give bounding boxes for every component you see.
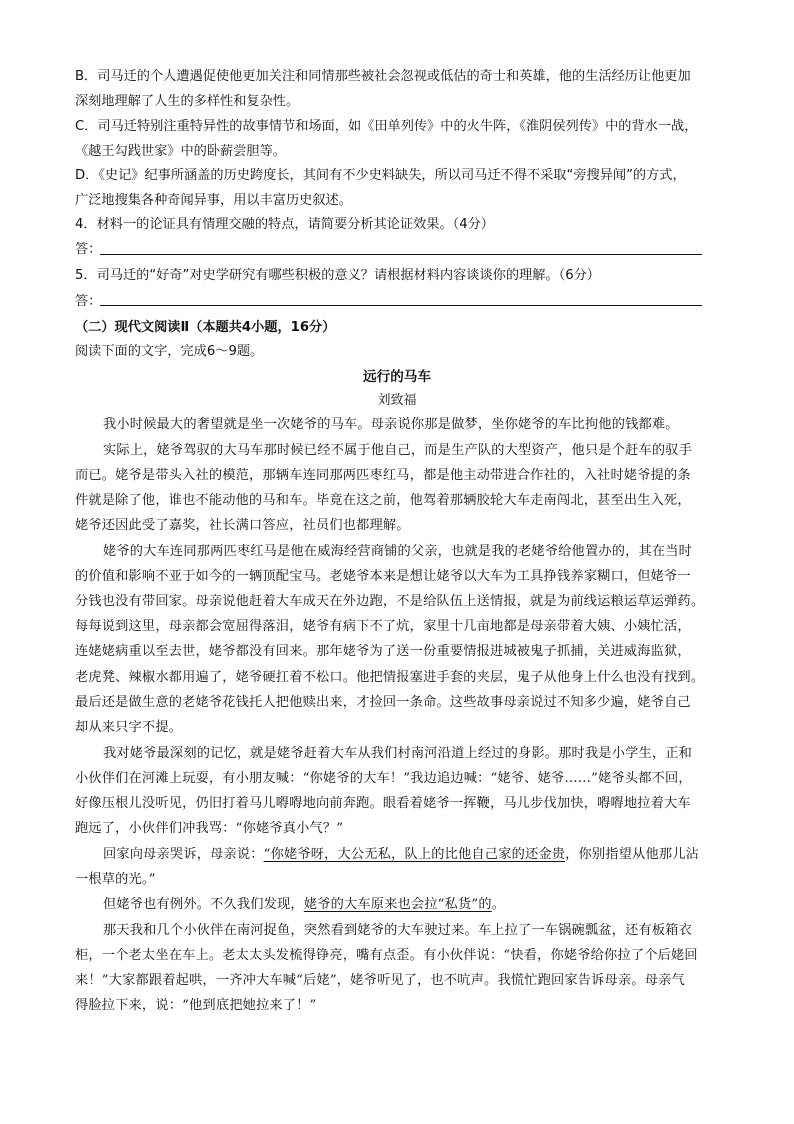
question-4-answer-line[interactable] xyxy=(100,254,702,255)
story-line: 那天我和几个小伙伴在南河捉鱼，突然看到姥爷的大车驶过来。车上拉了一车锅碗瓢盆，还有板箱衣 xyxy=(103,923,693,938)
question-5-answer-label: 答： xyxy=(75,294,102,309)
story-line: 实际上，姥爷驾驭的大马车那时候已经不属于他自己，而是生产队的大型资产，他只是个赶车的驭手 xyxy=(103,443,693,458)
option-d-line-1: D．《史记》纪事所涵盖的历史跨度长，其间有不少史料缺失，所以司马迁不得不采取“旁搜异闻”的方式， xyxy=(75,168,686,183)
story-line: 而已。姥爷是带头入社的模范，那辆车连同那两匹枣红马，都是他主动带进合作社的，入社时姥爷提的条 xyxy=(75,468,691,483)
story-text: 回家向母亲哭诉，母亲说： xyxy=(103,847,264,862)
question-5-answer-line[interactable] xyxy=(100,305,702,306)
section-instruction: 阅读下面的文字，完成6～9题。 xyxy=(75,344,264,359)
story-text: ，你别指望从他那儿沾 xyxy=(565,847,699,862)
question-5: 5．司马迁的“好奇”对史学研究有哪些积极的意义？请根据材料内容谈谈你的理解。（6分） xyxy=(75,268,600,283)
underlined-quote: “你姥爷呀，大公无私，队上的比他自己家的还金贵 xyxy=(263,847,566,862)
story-line: 老虎凳、辣椒水都用遍了，姥爷硬扛着不松口。他把情报塞进手套的夹层，鬼子从他身上什么也没有找到。 xyxy=(75,670,705,685)
story-line: 小伙伴们在河滩上玩耍，有小朋友喊：“你姥爷的大车！”我边追边喊：“姥爷、姥爷……”姥爷头都不回， xyxy=(75,771,692,786)
story-line: 最后还是做生意的老姥爷花钱托人把他赎出来，才捡回一条命。这些故事母亲说过不知多少遍，姥爷自己 xyxy=(75,695,691,710)
story-author: 刘致福 xyxy=(377,393,417,408)
story-line: 一根草的光。” xyxy=(75,872,156,887)
story-line: 姥爷还因此受了嘉奖，社长满口答应，社员们也都理解。 xyxy=(75,518,410,533)
story-line: 的价值和影响不亚于如今的一辆顶配宝马。老姥爷本来是想让姥爷以大车为工具挣钱养家糊口，但姥爷一 xyxy=(75,569,691,584)
option-b-line-1: B．司马迁的个人遭遇促使他更加关注和同情那些被社会忽视或低估的奇士和英雄，他的生活经历让他更加 xyxy=(75,69,691,84)
story-line: 每每说到这里，母亲都会宽屈得落泪，姥爷有病下不了炕，家里十几亩地都是母亲带着大姨、小姨忙活， xyxy=(75,619,691,634)
story-line: 来！”大家都跟着起哄，一齐冲大车喊“后姥”，姥爷听见了，也不吭声。我慌忙跑回家告诉母亲。母亲气 xyxy=(75,973,685,988)
story-line: 却从来只字不提。 xyxy=(75,720,183,735)
story-line: 跑远了，小伙伴们冲我骂：“你姥爷真小气？” xyxy=(75,821,344,836)
story-line: 姥爷的大车连同那两匹枣红马是他在威海经营商铺的父亲，也就是我的老姥爷给他置办的，其在当时 xyxy=(103,544,693,559)
option-b-line-2: 深刻地理解了人生的多样性和复杂性。 xyxy=(75,94,300,109)
story-line-with-underline xyxy=(103,843,699,862)
option-d-line-2: 广泛地搜集各种奇闻异事，用以丰富历史叙述。 xyxy=(75,193,352,208)
story-line: 我小时候最大的奢望就是坐一次姥爷的马车。母亲说你那是做梦，坐你姥爷的车比拘他的钱都难。 xyxy=(103,417,679,432)
option-c-line-1: C．司马迁特别注重特异性的故事情节和场面，如《田单列传》中的火牛阵，《淮阴侯列传》中的背水一战， xyxy=(75,119,698,134)
story-line: 分钱也没有带回家。母亲说他赶着大车成天在外边跑，不是给队伍上送情报，就是为前线运粮运草运弹药。 xyxy=(75,594,705,609)
option-c-line-2: 《越王勾践世家》中的卧薪尝胆等。 xyxy=(75,144,286,159)
section-heading: （二）现代文阅读Ⅱ（本题共4小题，16分） xyxy=(75,320,336,335)
story-text: 。 xyxy=(491,897,506,912)
story-line: 连姥姥病重以至去世，姥爷都没有回来。那年姥爷为了送一份重要情报进城被鬼子抓捕，关进威海监狱， xyxy=(75,644,691,659)
story-line-with-underline xyxy=(103,893,505,912)
question-4-answer-label: 答： xyxy=(75,242,102,257)
story-text: 但姥爷也有例外。不久我们发现， xyxy=(103,897,304,912)
story-line: 柜，一个老太坐在车上。老太太头发梳得铮亮，嘴有点歪。有小伙伴说：“快看，你姥爷给你拉了个后姥回 xyxy=(75,948,698,963)
story-line: 我对姥爷最深刻的记忆，就是姥爷赶着大车从我们村南河沿道上经过的身影。那时我是小学生，正和 xyxy=(103,746,693,761)
underlined-sentence: 姥爷的大车原来也会拉“私货”的 xyxy=(303,897,492,912)
story-line: 得脸拉下来，说：“他到底把她拉来了！” xyxy=(75,998,317,1013)
story-line: 好像压根儿没听见，仍旧打着马儿嘚嘚地向前奔跑。眼看着姥爷一挥鞭，马儿步伐加快，嘚嘚地拉着大车 xyxy=(75,796,691,811)
question-4: 4．材料一的论证具有情理交融的特点，请简要分析其论证效果。（4分） xyxy=(75,217,494,232)
story-line: 件就是除了他，谁也不能动他的马和车。毕竟在这之前，他驾着那辆胶轮大车走南闯北，甚至出生入死， xyxy=(75,493,691,508)
story-title: 远行的马车 xyxy=(363,369,431,385)
